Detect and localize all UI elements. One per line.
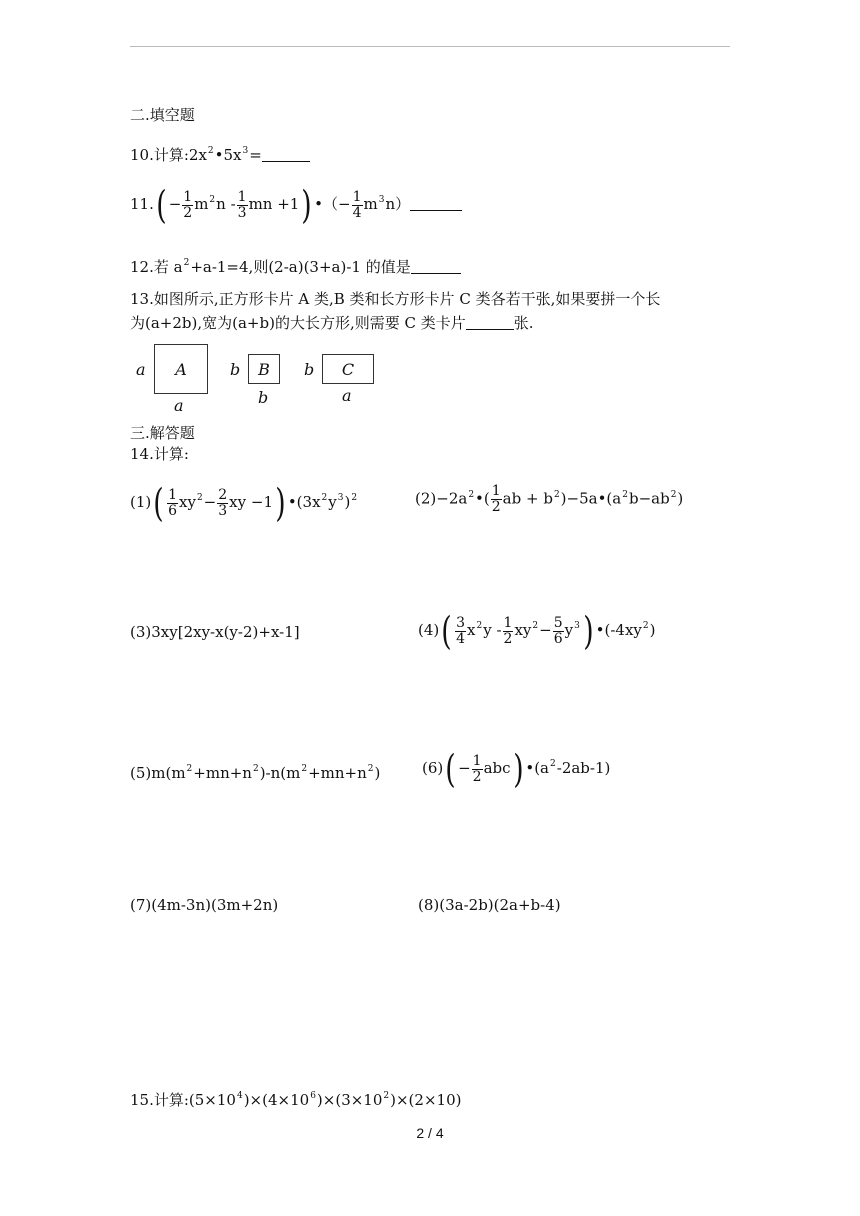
header-rule (130, 46, 730, 47)
problem-1: (1)( $\frac{1}{6}$ $xy^2-$ $\frac{2}{3}$ xy −1) $•(3x^2y^3)^2$ (130, 481, 358, 525)
question-13-line-2: 为(a+2b),宽为(a+b)的大长方形,则需要 C 类卡片 张. (130, 314, 534, 332)
problem-3: (3)3xy[2xy-x(y-2)+x-1] (130, 623, 300, 641)
problem-7: (7)(4m-3n)(3m+2n) (130, 896, 279, 914)
card-b-side-label: b (230, 360, 241, 379)
card-A-square: A (154, 344, 208, 394)
card-C-rectangle: C (322, 354, 374, 384)
section-title-fill-blank: 二.填空题 (130, 106, 195, 124)
answer-blank (262, 146, 310, 162)
card-a-bottom-label-2: a (342, 386, 352, 405)
card-b-side-label-2: b (304, 360, 315, 379)
section-title-solve: 三.解答题 (130, 424, 195, 442)
question-12: 12.若 $a^2+a-1=4$,则(2-a)(3+a)-1 的值是 (130, 253, 461, 277)
question-15: 15.计算$:(5\times 10^4)\times(4\times 10^6)\times(3\times 10^2)\times(2\times 10)$ (130, 1091, 462, 1109)
card-a-bottom-label: a (174, 396, 184, 415)
problem-5: $(5)m(m^2+mn+n^2)-n(m^2+mn+n^2)$ (130, 764, 381, 782)
problem-4: (4)( $\frac{3}{4}$ $x^2y$ - $\frac{1}{2}$ $xy^2-$ $\frac{5}{6}$ $y^3$) $•(-4xy^2)$ (418, 609, 656, 653)
problem-6: (6)( − $\frac{1}{2}$ abc) $•(a^2-2ab-1)$ (422, 747, 611, 791)
card-b-bottom-label: b (258, 388, 269, 407)
cards-figure (130, 342, 388, 415)
answer-blank (466, 314, 514, 330)
card-a-side-label: a (136, 360, 146, 379)
card-B-square: B (248, 354, 280, 384)
answer-blank (411, 258, 461, 274)
question-10: 10.计算$:2x^2•5x^3=$ (130, 141, 310, 165)
question-11: 11.( − $\frac{1}{2}$ $m^2n$ - $\frac{1}{3}$ mn +1) •（− $\frac{1}{4}$ $m^3n$） (130, 186, 462, 224)
question-13-line-1: 13.如图所示,正方形卡片 A 类,B 类和长方形卡片 C 类各若干张,如果要拼一个长 (130, 290, 661, 308)
problem-2: $(2)-2a^2•$( $\frac{1}{2}$ ab + $b^2)-5a•(a^2b-ab^2)$ (415, 483, 684, 515)
question-14: 14.计算: (130, 445, 189, 463)
problem-8: (8)(3a-2b)(2a+b-4) (418, 896, 561, 914)
answer-blank (410, 195, 462, 211)
page-number: 2 / 4 (416, 1125, 444, 1141)
